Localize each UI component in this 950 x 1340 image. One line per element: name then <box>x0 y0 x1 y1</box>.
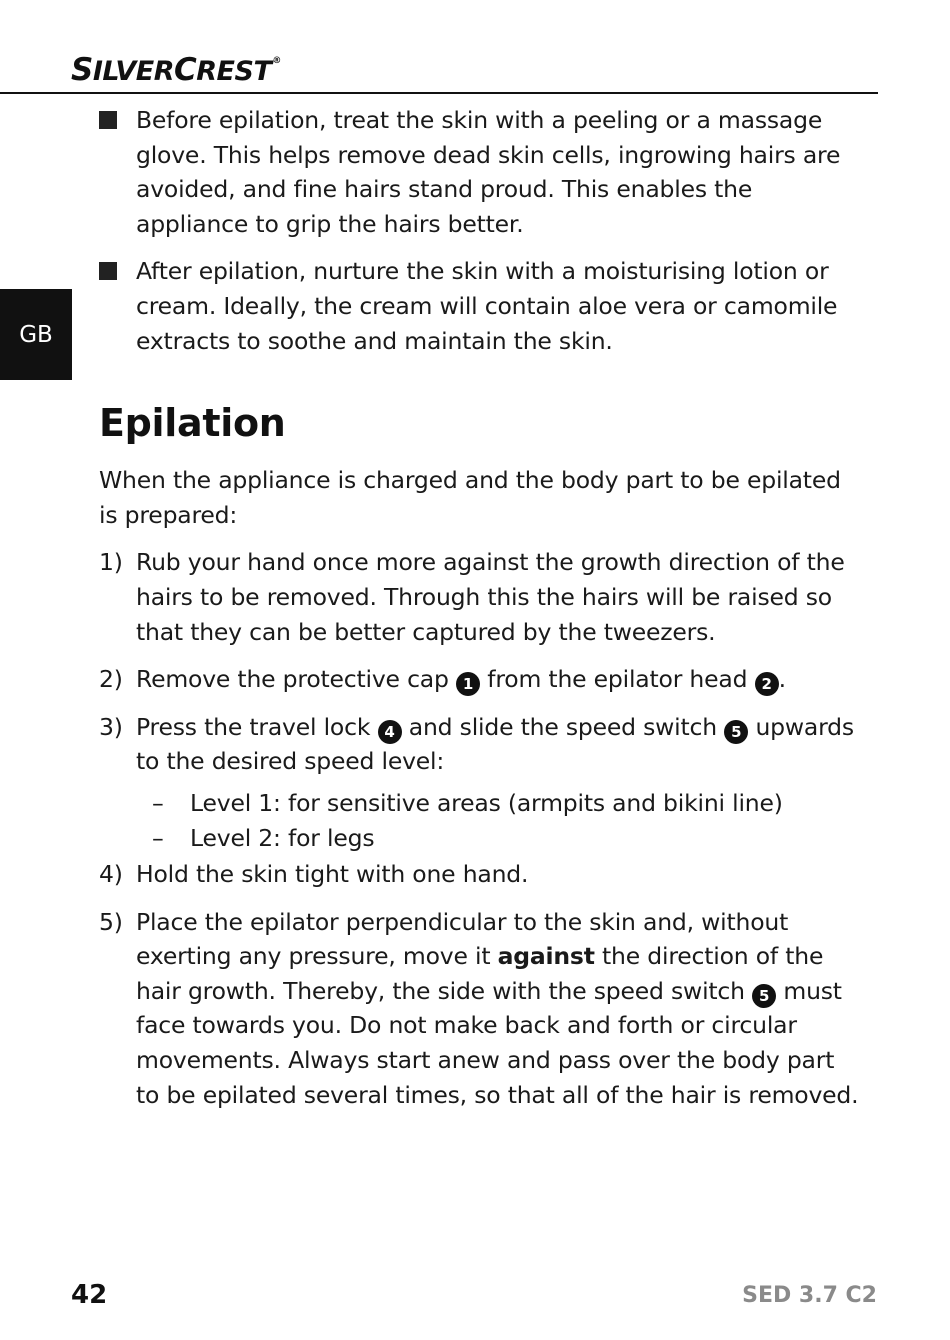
part-number-badge: 5 <box>752 984 776 1008</box>
bullet-item <box>99 103 859 241</box>
header-divider <box>0 92 878 94</box>
page-number: 42 <box>71 1280 108 1310</box>
step-text: Press the travel lock <box>136 712 378 741</box>
step-text: upwards to the desired speed level: <box>136 712 854 776</box>
bullet-text: After epilation, nurture the skin with a moisturising lotion or cream. Ideally, the cream will contain aloe vera or camomile extracts to soothe and maintain the skin. <box>136 257 838 355</box>
step-number: 5) <box>99 907 123 936</box>
brand-logo-letter: C <box>174 52 197 88</box>
section-title: Epilation <box>99 401 286 446</box>
step-2 <box>99 662 859 697</box>
step-text: the direction of the hair growth. Thereby, the side with the speed switch <box>136 942 824 1005</box>
step-4 <box>99 857 859 892</box>
step-text: must face towards you. Do not make back and forth or circular movements. Always start anew and pass over the body part to be epilated several times, so that all of the hair is removed. <box>136 976 859 1109</box>
brand-logo <box>71 52 281 88</box>
square-bullet-icon <box>99 262 117 280</box>
list-item <box>99 821 859 856</box>
intro-text: When the appliance is charged and the body part to be epilated is prepared: <box>99 466 841 529</box>
step-number: 4) <box>99 860 123 889</box>
part-number-badge: 4 <box>378 720 402 744</box>
language-tab <box>0 289 72 380</box>
step-1 <box>99 545 859 649</box>
part-number-badge: 1 <box>456 672 480 696</box>
part-number-badge: 5 <box>724 720 748 744</box>
step-number: 1) <box>99 548 123 577</box>
emphasis-text: against <box>497 942 595 971</box>
step-number: 2) <box>99 665 123 694</box>
bullet-item <box>99 254 859 358</box>
step-5 <box>99 905 859 1113</box>
step-number: 3) <box>99 712 123 741</box>
part-number-badge: 2 <box>755 672 779 696</box>
step-text: from the epilator head <box>480 665 755 694</box>
list-item-text: Level 2: for legs <box>190 823 375 852</box>
dash-bullet: – <box>152 823 164 852</box>
step-text: Hold the skin tight with one hand. <box>136 860 529 889</box>
page-content <box>99 103 859 1125</box>
square-bullet-icon <box>99 111 117 129</box>
dash-bullet: – <box>152 788 164 817</box>
step-text: Rub your hand once more against the growth direction of the hairs to be removed. Through this the hairs will be raised so that they can be better captured by the tweezers. <box>136 548 845 646</box>
speed-level-list <box>99 786 859 855</box>
language-tab-label: GB <box>19 321 53 348</box>
step-text: . <box>778 665 786 694</box>
model-number: SED 3.7 C2 <box>742 1283 877 1308</box>
list-item-text: Level 1: for sensitive areas (armpits and bikini line) <box>190 788 783 817</box>
bullet-text: Before epilation, treat the skin with a peeling or a massage glove. This helps remove dead skin cells, ingrowing hairs are avoided, and fine hairs stand proud. This enables the appliance to grip the hairs better. <box>136 106 841 238</box>
brand-logo-letter: S <box>71 52 93 88</box>
step-3 <box>99 710 859 779</box>
registered-mark: ® <box>272 56 281 66</box>
brand-logo-letters: ILVER <box>92 56 174 87</box>
step-text: and slide the speed switch <box>401 712 725 741</box>
step-text: Remove the protective cap <box>136 665 456 694</box>
list-item <box>99 786 859 821</box>
brand-logo-letters: REST <box>196 56 272 87</box>
step-text: Place the epilator perpendicular to the skin and, without exerting any pressure, move it <box>136 907 789 971</box>
